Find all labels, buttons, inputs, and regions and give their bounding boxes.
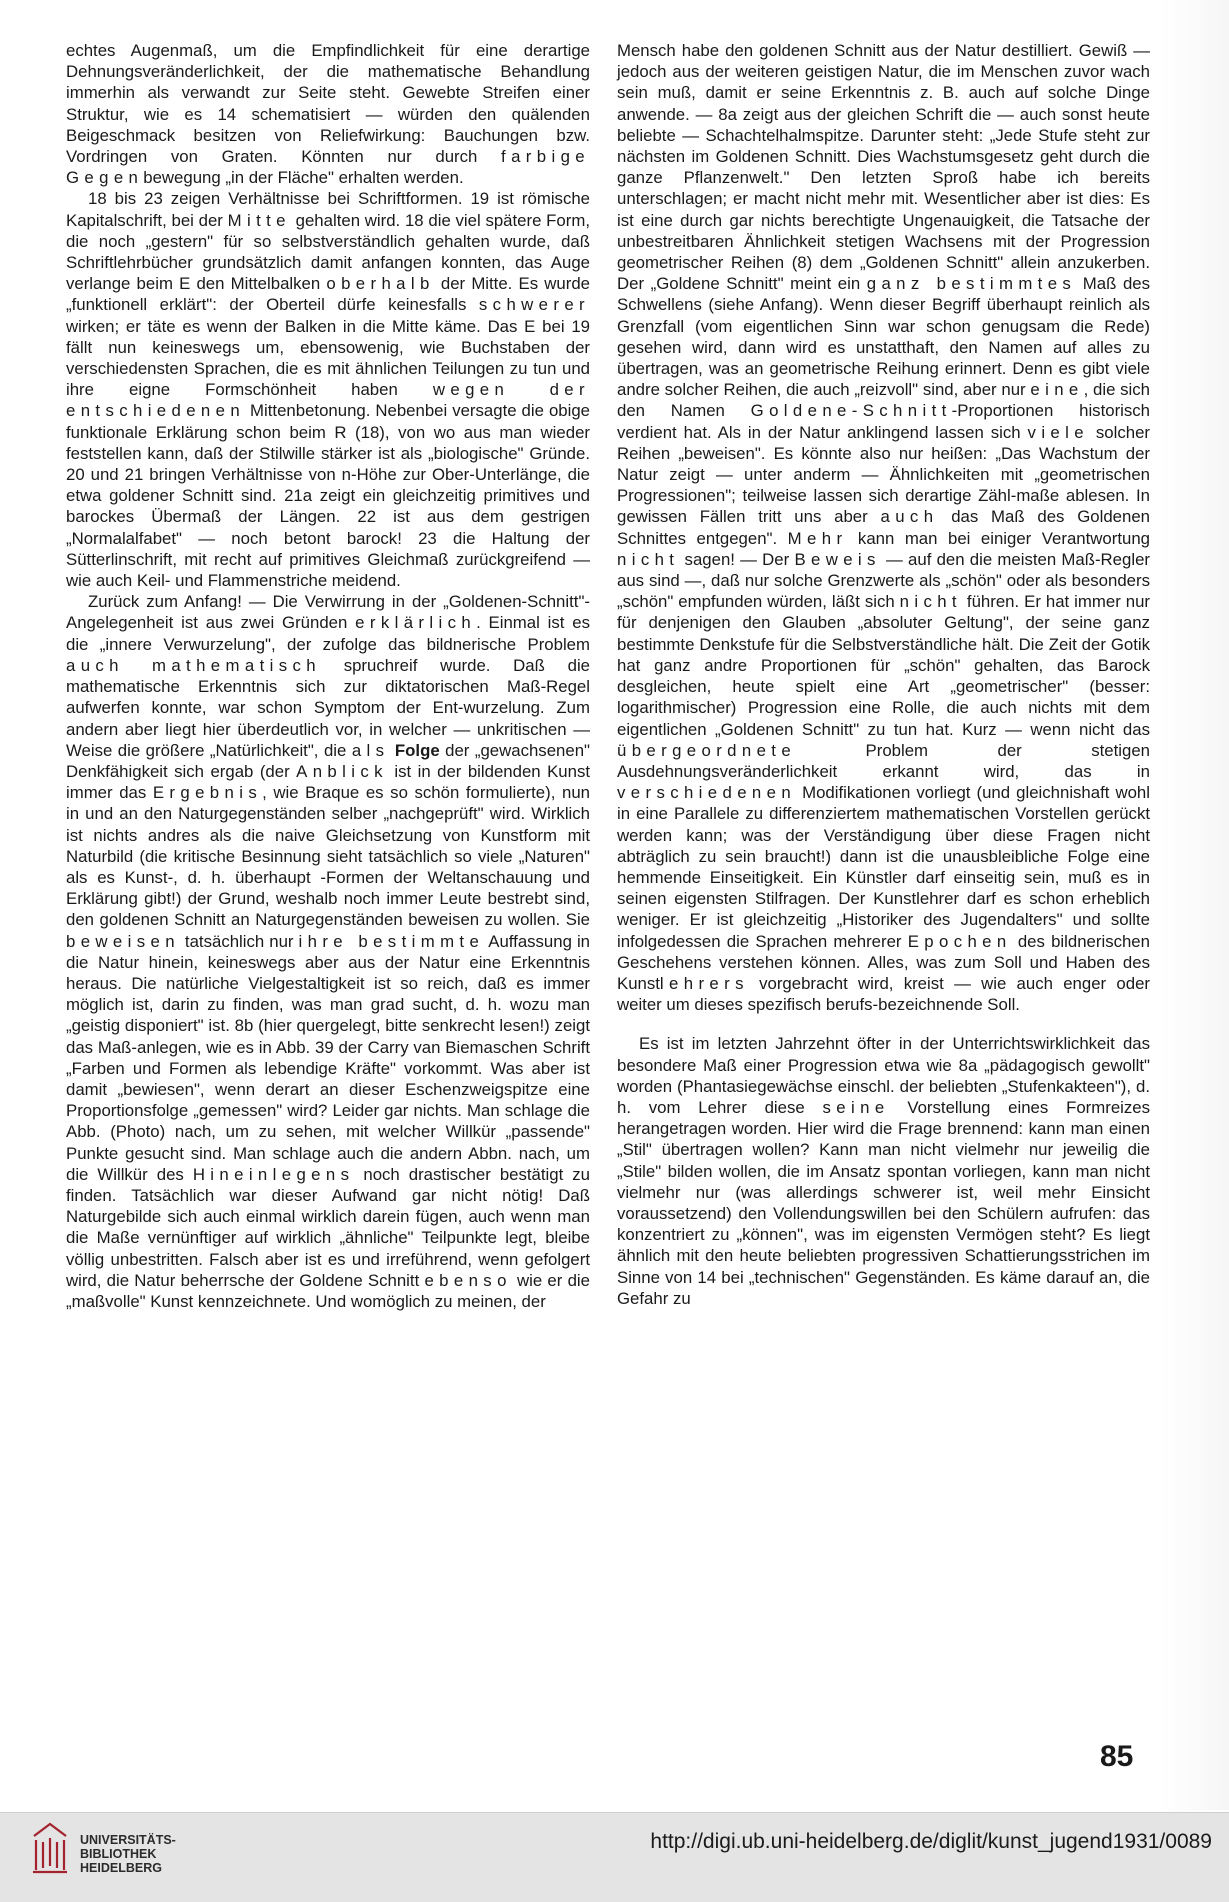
spaced-emphasis: beweisen bbox=[66, 931, 180, 951]
bold-emphasis: Folge bbox=[394, 740, 440, 760]
paragraph: echtes Augenmaß, um die Empfindlichkeit für eine derartige Dehnungsveränderlichkeit, der die mathematische Behandlung immerhin als verwandt zur Seite steht. Gewebte Streifen einer Struktur, wie es 14 schematisiert — würden den quälenden Beigeschmack besitzen von Reliefwirkung: Bauchungen bzw. Vordringen von Graten. Könnten nur durch farbige Gegenbewegung „in der Fläche" erhalten werden. bbox=[66, 41, 590, 188]
spaced-emphasis: verschiedenen bbox=[617, 783, 797, 803]
spaced-emphasis: Epochen bbox=[907, 931, 1012, 951]
spaced-emphasis: seine bbox=[822, 1097, 890, 1117]
spaced-emphasis: farbige Gegen bbox=[66, 147, 590, 188]
footer-bar bbox=[0, 1812, 1229, 1902]
paragraph: Zurück zum Anfang! — Die Verwirrung in der „Goldenen-Schnitt"-Angelegenheit ist aus zwei Gründen erklärlich. Einmal ist es die „innere Verwurzelung", der zufolge das bildnerische Problem auch mathematisch spruchreif wurde. Daß die mathematische Erkenntnis sich zur diktatorischen Maß-Regel aufwerfen konnte, war schon Symptom der Ent-wurzelung. Zum andern aber liegt hier überdeutlich vor, in welcher — unkritischen — Weise die größere „Natürlichkeit", die als Folge der „gewachsenen" Denkfähigkeit sich ergab (der Anblick ist in der bildenden Kunst immer das Ergebnis, wie Braque es so schön formulierte), nun in und an den Naturgegenständen selber „nachgeprüft" wird. Wirklich ist nichts andres als die naive Gleichsetzung von Kunstform mit Naturbild (die kritische Besinnung sieht tatsächlich so viele „Naturen" als es Kunst-, d. h. überhaupt -Formen der Weltanschauung und Erklärung gibt!) der Grund, weshalb noch immer Leute bestrebt sind, den goldenen Schnitt an Naturgegenständen beweisen zu wollen. Sie beweisen tatsächlich nur ihre bestimmte Auffassung in die Natur hinein, keineswegs aber aus der Natur eine Erkenntnis heraus. Die natürliche Vielgestaltigkeit ist so reich, daß es immer möglich ist, darin zu finden, was man grad sucht, d. h. wozu man „geistig disponiert" ist. 8b (hier quergelegt, bitte senkrecht lesen!) zeigt das Maß-anlegen, wie es in Abb. 39 der Carry van Biemaschen Schrift „Farben und Formen als lebendige Kräfte" vorkommt. Was aber ist damit „bewiesen", wenn derart an dieser Eschenzweigspitze eine Proportionsfolge „gemessen" wird? Leider gar nichts. Man schlage die Abb. (Photo) nach, um zu sehen, mit welcher Willkür „passende" Punkte gesucht sind. Man schlage auch die andern Abbn. nach, um die Willkür des Hineinlegens noch drastischer bestätigt zu finden. Tatsächlich war dieser Aufwand gar nicht nötig! Daß Naturgebilde sich auch einmal wirklich darein fügen, auch wenn man die Maße vernünftiger auf wirklich „ähnliche" Teilpunkte legt, bleibe völlig unbestritten. Falsch aber ist es und irreführend, wenn gefolgert wird, die Natur beherrsche der Goldene Schnitt ebenso wie er die „maßvolle" Kunst kennzeichnete. Und womöglich zu meinen, der bbox=[66, 592, 591, 1311]
spaced-emphasis: erklärlich bbox=[355, 613, 477, 633]
right-column bbox=[617, 40, 1150, 1309]
page-number: 85 bbox=[1100, 1740, 1134, 1773]
spaced-emphasis: schwerer bbox=[478, 295, 590, 315]
spaced-emphasis: Mitte bbox=[227, 210, 291, 230]
source-url-link[interactable]: http://digi.ub.uni-heidelberg.de/diglit/kunst_jugend1931/0089 bbox=[650, 1830, 1212, 1853]
spaced-emphasis: viele bbox=[1027, 422, 1089, 442]
spaced-emphasis: Beweis bbox=[794, 549, 881, 569]
spaced-emphasis: wegen der entschiedenen bbox=[66, 380, 590, 421]
spaced-emphasis: ganz bestimmtes bbox=[866, 274, 1077, 294]
spaced-emphasis: oberhalb bbox=[326, 274, 435, 294]
spaced-emphasis: nicht bbox=[617, 549, 680, 569]
paragraph: Mensch habe den goldenen Schnitt aus der Natur destilliert. Gewiß — jedoch aus der weiteren geistigen Natur, die im Menschen zuvor wach sein muß, damit er seine Erkenntnis z. B. auch auf solche Dinge anwende. — 8a zeigt aus der gleichen Schrift die — auch sonst heute beliebte — Schachtelhalmspitze. Darunter steht: „Jede Stufe steht zur nächsten im Goldenen Schnitt. Dies Wachstumsgesetz geht durch die ganze Pflanzenwelt." Den letzten Sproß habe ich bereits unterschlagen; er macht nicht mehr mit. Wesentlicher aber ist dies: Es ist eine durch gar nichts berechtigte Ungenauigkeit, die Tatsache der unbestreitbaren Ähnlichkeit stetigen Wachsens mit der Progression geometrischer Reihen (8) dem „Goldenen Schnitt" allein anzukerben. Der „Goldene Schnitt" meint ein ganz bestimmtes Maß des Schwellens (siehe Anfang). Wenn dieser Begriff überhaupt reinlich als Grenzfall (vom eigentlichen Sinn war schon genugsam die Rede) gesehen wird, dann wird es unstatthaft, den Namen auf alles zu übertragen, was an geometrische Reihung erinnert. Denn es gibt viele andre solcher Reihen, die auch „reizvoll" sind, aber nur eine, die sich den Namen Goldene-Schnitt-Proportionen historisch verdient hat. Als in der Natur anklingend lassen sich viele solcher Reihen „beweisen". Es könnte also nur heißen: „Das Wachstum der Natur zeigt — unter anderm — Ähnlichkeiten mit „geometrischen Progressionen"; teilweise lassen sich derartige Zähl-maße ablesen. In gewissen Fällen tritt uns aber auch das Maß des Goldenen Schnittes entgegen". Mehr kann man bei einiger Verantwortung nicht sagen! — Der Beweis — auf den die meisten Maß-Regler aus sind —, daß nur solche Grenzwerte als „schön" oder als besonders „schön" empfunden würden, läßt sich nicht führen. Er hat immer nur für denjenigen den Glauben „absoluter Geltung", der seine ganz bestimmte Denkstufe für die Selbstverständliche hält. Die Zeit der Gotik hat ganz andre Proportionen für „schön" gehalten, das Barock desgleichen, heute spielt eine Art „geometrischer" (besser: logarithmischer) Progression eine Rolle, die auch nichts mit dem eigentlichen „Goldenen Schnitt" zu tun hat. Kurz — wenn nicht das übergeordnete Problem der stetigen Ausdehnungsveränderlichkeit erkannt wird, das in verschiedenen Modifikationen vorliegt (und gleichnishaft wohl in eine Parallele zu differenziertem mathematischen Vorstellen gerückt werden kann; was der Verständigung über diese Fragen nicht abträglich zu sein braucht!) dann ist die unausbleibliche Folge eine hemmende Einseitigkeit. Ein Künstler darf einseitig sein, muß es in seinen eigensten Stilfragen. Der Kunstlehrer darf es schon erheblich weniger. Er ist gleichzeitig „Historiker des Jugendalters" und sollte infolgedessen die Sprachen mehrerer Epochen des bildnerischen Geschehens verstehen können. Alles, was zum Soll und Haben des Kunstlehrers vorgebracht wird, kreist — wie auch enger oder weiter um dieses spezifisch berufs-bezeichnende Soll. bbox=[617, 41, 1151, 1015]
spaced-emphasis: Goldene-Schnitt bbox=[750, 401, 952, 421]
spaced-emphasis: eine bbox=[1030, 380, 1084, 400]
spaced-emphasis: lehrers bbox=[659, 973, 749, 993]
spaced-emphasis: übergeordnete bbox=[617, 740, 797, 760]
spaced-emphasis: auch mathematisch bbox=[66, 655, 321, 675]
library-building-icon bbox=[30, 1818, 70, 1876]
spaced-emphasis: Hineinlegens bbox=[192, 1164, 355, 1184]
page-edge-shadow bbox=[1160, 0, 1229, 1810]
spaced-emphasis: ebenso bbox=[424, 1270, 512, 1290]
institution-name: UNIVERSITÄTS- BIBLIOTHEK HEIDELBERG bbox=[80, 1833, 176, 1875]
paragraph: Es ist im letzten Jahrzehnt öfter in der Unterrichtswirklichkeit das besondere Maß einer Progression etwa wie 8a „pädagogisch gewollt" worden (Phantasiegewächse einschl. der beliebten „Stufenkakteen"), d. h. vom Lehrer diese seine Vorstellung eines Formreizes herangetragen worden. Hier wird die Frage brennend: kann man einen „Stil" übertragen wollen? Kann man nicht vielmehr nur jeweilig die „Stile" bilden wollen, die im Ansatz spontan vorliegen, kann man nicht vielmehr nur (was allerdings schwerer ist, weil mehr Einsicht voraussetzend) den Vollendungswillen bei den Schülern aufrufen: das konzentriert zu „können", was im eigensten Vermögen steht? Es liegt ähnlich mit den heute beliebten progressiven Schattierungsstrichen im Sinne von 14 bei „technischen" Gegenständen. Es käme darauf an, die Gefahr zu bbox=[617, 1034, 1150, 1308]
left-column bbox=[66, 40, 590, 1312]
spaced-emphasis: als bbox=[351, 740, 390, 760]
spaced-emphasis: auch bbox=[880, 507, 939, 527]
spaced-emphasis: Ergebnis bbox=[152, 783, 263, 803]
spaced-emphasis: ihre bestimmte bbox=[298, 931, 485, 951]
spaced-emphasis: Anblick bbox=[296, 761, 388, 781]
paragraph: 18 bis 23 zeigen Verhältnisse bei Schriftformen. 19 ist römische Kapitalschrift, bei der Mitte gehalten wird. 18 die viel spätere Form, die noch „gestern" für so selbstverständlich gehalten wurde, daß Schriftlehrbücher grundsätzlich damit anfangen konnten, das Auge verlange beim E den Mittelbalken oberhalb der Mitte. Es wurde „funktionell erklärt": der Oberteil dürfe keinesfalls schwerer wirken; er täte es wenn der Balken in die Mitte käme. Das E bei 19 fällt nun keineswegs um, ebensowenig, wie Buchstaben der verschiedensten Sprachen, die es mit ähnlichen Teilungen zu tun und ihre eigne Formschönheit haben wegen der entschiedenen Mittenbetonung. Nebenbei versagte die obige funktionale Erklärung schon beim R (18), von wo aus man wieder feststellen kann, daß der Stilwille stärker ist als „biologische" Gründe. 20 und 21 bringen Verhältnisse von n-Höhe zur Ober-Unterlänge, die etwa goldener Schnitt sind. 21a zeigt ein gleichzeitig primitives und barockes Übermaß der Längen. 22 ist aus dem gestrigen „Normalalfabet" — noch betont barock! 23 die Haltung der Sütterlinschrift, mit recht auf primitives Gleichmaß zurückgreifend — wie auch Keil- und Flammenstriche meidend. bbox=[66, 189, 590, 591]
spaced-emphasis: Mehr bbox=[787, 528, 848, 548]
spaced-emphasis: nicht bbox=[899, 592, 962, 612]
